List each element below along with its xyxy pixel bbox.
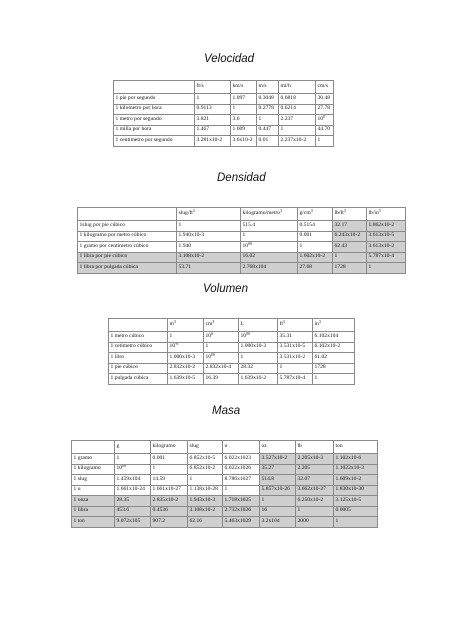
value-cell: 3.662x10-27	[296, 485, 334, 496]
value-cell: 3.531x10-2	[278, 353, 313, 364]
column-header: mi/h	[279, 81, 316, 94]
value-cell: $10^6$	[204, 332, 239, 343]
value-cell: 6.102x10-2	[313, 342, 355, 353]
value-cell: 62.43	[333, 242, 367, 253]
column-header: m/s	[257, 81, 279, 94]
value-cell: 0.01	[257, 136, 279, 147]
row-label-cell: 1 libra por pie cúbico	[78, 252, 177, 263]
value-cell: 6.852x10-5	[188, 454, 223, 465]
row-label-cell: 1 u	[72, 485, 115, 496]
value-cell: 14.59	[151, 475, 188, 486]
column-header: L	[239, 319, 278, 332]
row-label-cell: 1 slug	[72, 475, 115, 486]
value-cell: 1.609x10-2	[334, 475, 378, 486]
row-label-cell: 1 kilogramo por metro cúbico	[78, 231, 177, 242]
table-row	[114, 136, 334, 147]
header-row	[109, 319, 355, 332]
value-cell: 6.852x10-2	[188, 464, 223, 475]
value-cell: 1	[168, 332, 204, 343]
row-label-cell: 1 libra	[72, 506, 115, 517]
masa-title: Masa	[212, 405, 241, 417]
row-label-cell: 1 kilometro por hora	[114, 104, 195, 115]
value-cell: 1	[298, 242, 333, 253]
value-cell: 2.835x10-2	[151, 496, 188, 507]
value-cell: 5.857x10-26	[260, 485, 296, 496]
table-row	[114, 104, 334, 115]
value-cell: 907.2	[151, 517, 188, 528]
row-label-cell: 1 libra por pulgada cúbica	[78, 263, 177, 274]
value-cell: 3.527x10-2	[260, 454, 296, 465]
row-label-cell: 1 onza	[72, 496, 115, 507]
column-header: $lb/in^3$	[367, 208, 406, 221]
value-cell: 53.71	[177, 263, 241, 274]
column-header: oz	[260, 441, 296, 454]
row-label-cell: 1 kilogramo	[72, 464, 115, 475]
row-label-cell: 1 litro	[109, 353, 168, 364]
column-header: ton	[334, 441, 378, 454]
value-cell: 0.001	[298, 231, 333, 242]
value-cell: 1	[278, 363, 313, 374]
table-row	[72, 464, 378, 475]
value-cell: 6.250x10-2	[296, 496, 334, 507]
table-row	[78, 231, 406, 242]
table-row	[114, 115, 334, 126]
row-label-cell: 1 ton	[72, 517, 115, 528]
value-cell: 2.732x1026	[223, 506, 260, 517]
value-cell: 1.862x10-2	[367, 221, 406, 232]
value-cell: 2000	[296, 517, 334, 528]
value-cell: 8.786x1027	[223, 475, 260, 486]
table-row	[78, 221, 406, 232]
table-row	[72, 506, 378, 517]
value-cell: 5.463x1029	[223, 517, 260, 528]
value-cell: 0.0005	[334, 506, 378, 517]
value-cell: 32.17	[333, 221, 367, 232]
column-header: $cm^3$	[204, 319, 239, 332]
row-label-cell: 1 gramo	[72, 454, 115, 465]
value-cell: 1	[257, 115, 279, 126]
value-cell: 1	[296, 506, 334, 517]
value-cell: 1.000x10-3	[239, 342, 278, 353]
column-header: $m^3$	[168, 319, 204, 332]
value-cell: $10^0$	[316, 115, 334, 126]
table-row	[109, 374, 355, 385]
value-cell: $10^{00}$	[115, 464, 151, 475]
value-cell: 1.661x10-27	[151, 485, 188, 496]
row-label-cell: 1slug por pie cúbico	[78, 221, 177, 232]
column-header: slug/$ft^3$	[177, 208, 241, 221]
value-cell: 1	[177, 221, 241, 232]
value-cell: 6.102x104	[313, 332, 355, 343]
velocidad-title: Velocidad	[204, 53, 255, 65]
value-cell: 1.467	[195, 125, 231, 136]
row-label-cell: 1 gramo por centimetro cúbico	[78, 242, 177, 253]
value-cell: 0.2778	[257, 104, 279, 115]
table-row	[109, 342, 355, 353]
value-cell: 0.3048	[257, 94, 279, 105]
header-corner-cell	[109, 319, 168, 332]
column-header: u	[223, 441, 260, 454]
value-cell: 3.281x10-2	[195, 136, 231, 147]
value-cell: 1	[313, 374, 355, 385]
value-cell: 0.5154	[298, 221, 333, 232]
value-cell: 35.31	[278, 332, 313, 343]
value-cell: 1	[239, 353, 278, 364]
value-cell: 1	[260, 496, 296, 507]
value-cell: 1	[151, 464, 188, 475]
column-header: ft/s	[195, 81, 231, 94]
value-cell: 3.821	[195, 115, 231, 126]
value-cell: 3.6	[231, 115, 257, 126]
header-corner-cell	[72, 441, 115, 454]
value-cell: 0.001	[151, 454, 188, 465]
value-cell: 1.639x10-2	[239, 374, 278, 385]
value-cell: 44.70	[316, 125, 334, 136]
header-row	[72, 441, 378, 454]
column-header: lb	[296, 441, 334, 454]
value-cell: 1728	[313, 363, 355, 374]
column-header: g	[115, 441, 151, 454]
value-cell: 16	[260, 506, 296, 517]
value-cell: 1.602x10-2	[298, 252, 333, 263]
value-cell: 32.07	[296, 475, 334, 486]
value-cell: 3.531x10-5	[278, 342, 313, 353]
value-cell: 1	[223, 485, 260, 496]
value-cell: 0.6818	[279, 94, 316, 105]
row-label-cell: 1 centimetro por segundo	[114, 136, 195, 147]
value-cell: 1.639x10-5	[168, 374, 204, 385]
value-cell: 1.940x10-3	[177, 231, 241, 242]
value-cell: 3.2x104	[260, 517, 296, 528]
header-corner-cell	[78, 208, 177, 221]
value-cell: 2.205x10-3	[296, 454, 334, 465]
value-cell: 2.832x10-2	[168, 363, 204, 374]
value-cell: 1.102x10-6	[334, 454, 378, 465]
value-cell: 2.768x104	[241, 263, 298, 274]
value-cell: 3.6x10-2	[231, 136, 257, 147]
column-header: $in^3$	[313, 319, 355, 332]
value-cell: 61.02	[313, 353, 355, 364]
value-cell: 9.072x105	[115, 517, 151, 528]
value-cell: 1	[241, 231, 298, 242]
value-cell: 0.4536	[151, 506, 188, 517]
column-header: slug	[188, 441, 223, 454]
column-header: cm/s	[316, 81, 334, 94]
value-cell: 1.940	[177, 242, 241, 253]
value-cell: 62.16	[188, 517, 223, 528]
value-cell: 0.447	[257, 125, 279, 136]
header-corner-cell	[114, 81, 195, 94]
row-label-cell: 1 milla por hora	[114, 125, 195, 136]
densidad-title: Densidad	[217, 172, 266, 184]
value-cell: 1.830x10-30	[334, 485, 378, 496]
column-header: $lb/ft^3$	[333, 208, 367, 221]
row-label-cell: 1 pulgada cúbica	[109, 374, 168, 385]
value-cell: 5.787x10-4	[367, 252, 406, 263]
value-cell: 1.661x10-24	[115, 485, 151, 496]
value-cell: 6.022x1026	[223, 464, 260, 475]
value-cell: 1.459x104	[115, 475, 151, 486]
table-row	[109, 332, 355, 343]
value-cell: 30.48	[316, 94, 334, 105]
value-cell: 1	[115, 454, 151, 465]
table-row	[114, 125, 334, 136]
value-cell: 2.237	[279, 115, 316, 126]
value-cell: 1	[188, 475, 223, 486]
value-cell: 515.4	[241, 221, 298, 232]
value-cell: 3.613x10-5	[367, 231, 406, 242]
value-cell: 1.943x10-3	[188, 496, 223, 507]
column-header: km/s	[231, 81, 257, 94]
value-cell: $10^{00}$	[241, 242, 298, 253]
value-cell: 27.68	[298, 263, 333, 274]
value-cell: 16.02	[241, 252, 298, 263]
value-cell: $10^{00}$	[204, 353, 239, 364]
value-cell: 1.000x10-3	[168, 353, 204, 364]
column-header: $ft^3$	[278, 319, 313, 332]
table-row	[72, 517, 378, 528]
row-label-cell: 1 pie cúbico	[109, 363, 168, 374]
table-row	[109, 363, 355, 374]
header-row	[114, 81, 334, 94]
value-cell: 1	[367, 263, 406, 274]
value-cell: 6.022x1023	[223, 454, 260, 465]
table-row	[72, 475, 378, 486]
value-cell: 514.8	[260, 475, 296, 486]
row-label-cell: 1 cetimetro cúbico	[109, 342, 168, 353]
table-row	[78, 263, 406, 274]
value-cell: 3.125x10-5	[334, 496, 378, 507]
value-cell: 2.237x10-2	[279, 136, 316, 147]
value-cell: 3.108x10-2	[177, 252, 241, 263]
value-cell: 1	[195, 94, 231, 105]
value-cell: 35.27	[260, 464, 296, 475]
value-cell: $10^{-6}$	[168, 342, 204, 353]
column-header: kilogramo	[151, 441, 188, 454]
volumen-title: Volumen	[203, 283, 248, 295]
row-label-cell: 1 metro por segundo	[114, 115, 195, 126]
value-cell: 6.243x10-2	[333, 231, 367, 242]
table-row	[72, 454, 378, 465]
value-cell: 1	[231, 104, 257, 115]
value-cell: 1.609	[231, 125, 257, 136]
table-row	[72, 485, 378, 496]
table-row	[109, 353, 355, 364]
value-cell: 3.613x10-2	[367, 242, 406, 253]
value-cell: 1	[279, 125, 316, 136]
header-row	[78, 208, 406, 221]
value-cell: 16.39	[204, 374, 239, 385]
value-cell: 1	[316, 136, 334, 147]
value-cell: 2.205	[296, 464, 334, 475]
value-cell: 2.832x10-4	[204, 363, 239, 374]
value-cell: 28.35	[115, 496, 151, 507]
densidad-table	[77, 207, 406, 274]
column-header: kilogramo/metro$^3$	[241, 208, 298, 221]
value-cell: 3.108x10-2	[188, 506, 223, 517]
value-cell: 0.6214	[279, 104, 316, 115]
value-cell: 1	[333, 252, 367, 263]
value-cell: 1	[204, 342, 239, 353]
value-cell: 1.1022x10-3	[334, 464, 378, 475]
value-cell: 27.78	[316, 104, 334, 115]
table-row	[72, 496, 378, 507]
row-label-cell: 1 metro cúbico	[109, 332, 168, 343]
table-row	[114, 94, 334, 105]
value-cell: 1.138x10-28	[188, 485, 223, 496]
value-cell: 1728	[333, 263, 367, 274]
value-cell: 1.097	[231, 94, 257, 105]
column-header: $g/cm^3$	[298, 208, 333, 221]
value-cell: 5.787x10-4	[278, 374, 313, 385]
value-cell: 0.9113	[195, 104, 231, 115]
value-cell: 453.6	[115, 506, 151, 517]
masa-table	[71, 440, 378, 528]
value-cell: $10^{00}$	[239, 332, 278, 343]
value-cell: 1.718x1025	[223, 496, 260, 507]
table-row	[78, 242, 406, 253]
row-label-cell: 1 pie por segundo	[114, 94, 195, 105]
table-row	[78, 252, 406, 263]
volumen-table	[108, 318, 355, 385]
value-cell: 28.32	[239, 363, 278, 374]
value-cell: 1	[334, 517, 378, 528]
velocidad-table	[113, 80, 334, 147]
